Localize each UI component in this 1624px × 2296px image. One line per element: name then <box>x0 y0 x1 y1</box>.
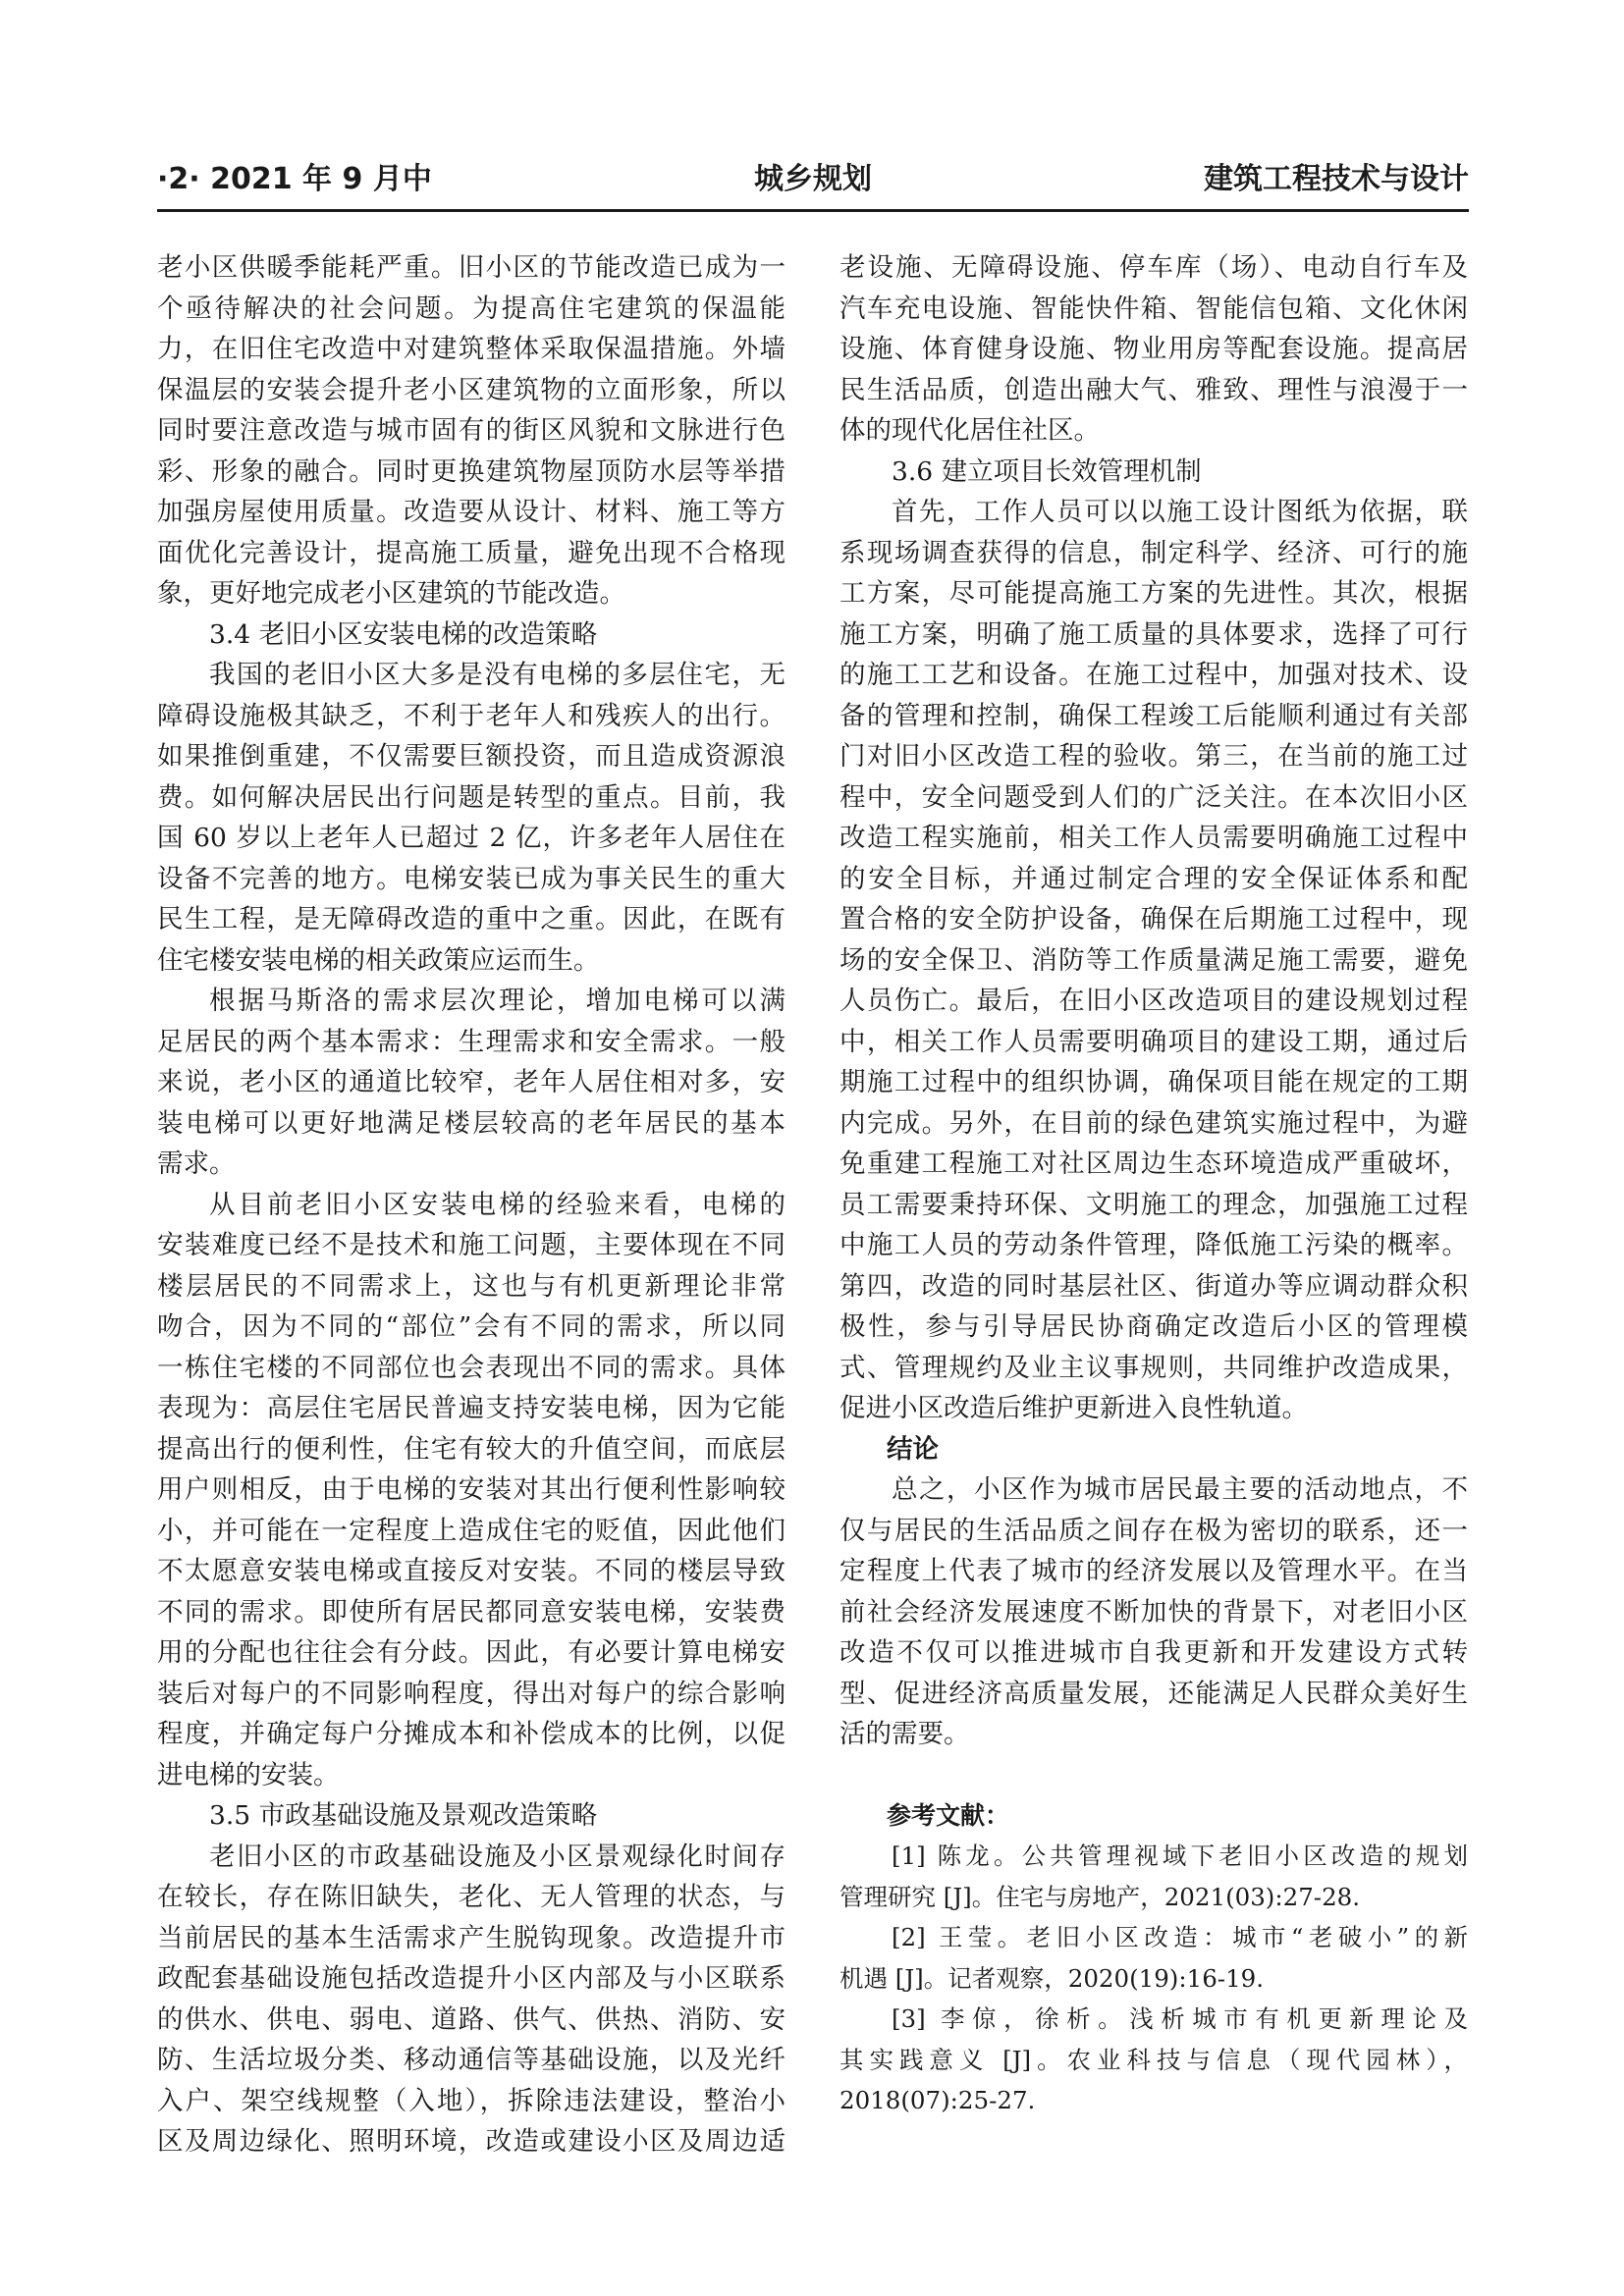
paragraph-line: 的施工工艺和设备。在施工过程中，加强对技术、设 <box>839 660 1468 690</box>
paragraph-line: 的安全目标，并通过制定合理的安全保证体系和配 <box>839 863 1468 894</box>
section-title: 城乡规划 <box>754 162 872 196</box>
paragraph-line: 前社会经济发展速度不断加快的背景下，对老旧小区 <box>839 1596 1468 1628</box>
section-heading: 3.5 市政基础设施及景观改造策略 <box>209 1800 598 1831</box>
reference-line: [1] 陈龙。公共管理视域下老旧小区改造的规划 <box>892 1842 1468 1870</box>
paragraph-line: 装电梯可以更好地满足楼层较高的老年居民的基本 <box>157 1107 785 1139</box>
page-number-date: ·2· 2021 年 9 月中 <box>157 162 432 196</box>
paragraph-line: 需求。 <box>157 1148 236 1179</box>
reference-line: [3] 李倞，徐析。浅析城市有机更新理论及 <box>892 2004 1468 2033</box>
paragraph-line: 防、生活垃圾分类、移动通信等基础设施，以及光纤 <box>157 2045 785 2075</box>
paragraph-line: 费。如何解决居民出行问题是转型的重点。目前，我 <box>157 781 785 813</box>
paragraph-line: 工方案，尽可能提高施工方案的先进性。其次，根据 <box>839 578 1468 609</box>
paragraph-line: 程中，安全问题受到人们的广泛关注。在本次旧小区 <box>839 781 1468 813</box>
paragraph-line: 保温层的安装会提升老小区建筑物的立面形象，所以 <box>157 374 785 405</box>
right-column <box>839 247 1468 2121</box>
paragraph-line: 设备不完善的地方。电梯安装已成为事关民生的重大 <box>157 863 785 894</box>
paragraph-line: 首先，工作人员可以以施工设计图纸为依据，联 <box>892 497 1468 527</box>
paragraph-line: 加强房屋使用质量。改造要从设计、材料、施工等方 <box>157 497 785 527</box>
paragraph-line: 第四，改造的同时基层社区、街道办等应调动群众积 <box>839 1270 1468 1302</box>
paragraph-line: 面优化完善设计，提高施工质量，避免出现不合格现 <box>157 537 785 568</box>
paragraph-line: 汽车充电设施、智能快件箱、智能信包箱、文化休闲 <box>839 293 1468 324</box>
paragraph-line: 不太愿意安装电梯或直接反对安装。不同的楼层导致 <box>157 1556 785 1586</box>
paragraph-line: 老设施、无障碍设施、停车库（场）、电动自行车及 <box>839 252 1468 283</box>
paragraph-line: 总之，小区作为城市居民最主要的活动地点，不 <box>892 1474 1468 1505</box>
paragraph-line: 场的安全保卫、消防等工作质量满足施工需要，避免 <box>839 944 1468 976</box>
paragraph-line: 促进小区改造后维护更新进入良性轨道。 <box>839 1393 1308 1423</box>
paragraph-line: 系现场调查获得的信息，制定科学、经济、可行的施 <box>839 537 1468 568</box>
paragraph-line: 置合格的安全防护设备，确保在后期施工过程中，现 <box>839 904 1468 934</box>
paragraph-line: 员工需要秉持环保、文明施工的理念，加强施工过程 <box>839 1189 1468 1220</box>
paragraph-line: 式、管理规约及业主议事规则，共同维护改造成果， <box>839 1352 1468 1383</box>
paragraph-line: 政配套基础设施包括改造提升小区内部及与小区联系 <box>157 1963 785 1994</box>
paragraph-line: 小，并可能在一定程度上造成住宅的贬值，因此他们 <box>157 1515 785 1546</box>
paragraph-line: 改造工程实施前，相关工作人员需要明确施工过程中 <box>839 823 1468 853</box>
paragraph-line: 吻合，因为不同的“部位”会有不同的需求，所以同 <box>157 1311 785 1342</box>
paragraph-line: 从目前老旧小区安装电梯的经验来看，电梯的 <box>209 1189 785 1220</box>
paragraph-line: 老小区供暖季能耗严重。旧小区的节能改造已成为一 <box>157 252 785 283</box>
paragraph-line: 门对旧小区改造工程的验收。第三，在当前的施工过 <box>839 741 1468 772</box>
spacer <box>839 1755 1468 1795</box>
reference-line: 管理研究 [J]。住宅与房地产，2021(03):27-28. <box>839 1882 1361 1911</box>
paragraph-line: 住宅楼安装电梯的相关政策应运而生。 <box>157 944 600 976</box>
paragraph-line: 在较长，存在陈旧缺失，老化、无人管理的状态，与 <box>157 1882 785 1912</box>
paragraph-line: 提高出行的便利性，住宅有较大的升值空间，而底层 <box>157 1433 785 1465</box>
paragraph-line: 根据马斯洛的需求层次理论，增加电梯可以满 <box>209 986 785 1016</box>
paragraph-line: 区及周边绿化、照明环境，改造或建设小区及周边适 <box>157 2126 785 2157</box>
paragraph-line: 中，相关工作人员需要明确项目的建设工期，通过后 <box>839 1026 1468 1057</box>
reference-line: 机遇 [J]。记者观察，2020(19):16-19. <box>839 1963 1265 1993</box>
page-header <box>157 155 1469 204</box>
paragraph-line: 极性，参与引导居民协商确定改造后小区的管理模 <box>839 1311 1468 1342</box>
paragraph-line: 象，更好地完成老小区建筑的节能改造。 <box>157 578 625 609</box>
paragraph-line: 体的现代化居住社区。 <box>839 415 1100 446</box>
paragraph-line: 障碍设施极其缺乏，不利于老年人和残疾人的出行。 <box>157 700 785 731</box>
paragraph-line: 入户、架空线规整（入地），拆除违法建设，整治小 <box>157 2085 785 2116</box>
paragraph-line: 当前居民的基本生活需求产生脱钩现象。改造提升市 <box>157 1922 785 1953</box>
paragraph-line: 如果推倒重建，不仅需要巨额投资，而且造成资源浪 <box>157 741 785 772</box>
paragraph-line: 足居民的两个基本需求：生理需求和安全需求。一般 <box>157 1026 785 1057</box>
paragraph-line: 人员伤亡。最后，在旧小区改造项目的建设规划过程 <box>839 986 1468 1016</box>
paragraph-line: 仅与居民的生活品质之间存在极为密切的联系，还一 <box>839 1515 1468 1546</box>
paragraph-line: 进电梯的安装。 <box>157 1759 340 1790</box>
paragraph-line: 活的需要。 <box>839 1719 970 1749</box>
section-heading: 3.6 建立项目长效管理机制 <box>892 455 1202 487</box>
paragraph-line: 民生活品质，创造出融大气、雅致、理性与浪漫于一 <box>839 374 1468 405</box>
reference-line: [2] 王莹。老旧小区改造：城市“老破小”的新 <box>892 1923 1468 1951</box>
paragraph-line: 老旧小区的市政基础设施及小区景观绿化时间存 <box>209 1841 785 1872</box>
conclusion-heading: 结论 <box>887 1433 939 1465</box>
paragraph-line: 内完成。另外，在目前的绿色建筑实施过程中，为避 <box>839 1107 1468 1139</box>
paragraph-line: 力，在旧住宅改造中对建筑整体采取保温措施。外墙 <box>157 334 785 364</box>
paragraph-line: 设施、体育健身设施、物业用房等配套设施。提高居 <box>839 334 1468 364</box>
references-title: 参考文献： <box>887 1800 1010 1830</box>
paragraph-line: 民生工程，是无障碍改造的重中之重。因此，在既有 <box>157 904 785 934</box>
paragraph-line: 个亟待解决的社会问题。为提高住宅建筑的保温能 <box>157 293 785 324</box>
paragraph-line: 来说，老小区的通道比较窄，老年人居住相对多，安 <box>157 1067 785 1097</box>
paragraph-line: 装后对每户的不同影响程度，得出对每户的综合影响 <box>157 1678 785 1709</box>
journal-title: 建筑工程技术与设计 <box>1204 162 1469 196</box>
left-column <box>157 247 785 2163</box>
paragraph-line: 免重建工程施工对社区周边生态环境造成严重破坏， <box>839 1148 1468 1179</box>
reference-line: 其实践意义 [J]。农业科技与信息（现代园林）， <box>839 2045 1468 2074</box>
paragraph-line: 彩、形象的融合。同时更换建筑物屋顶防水层等举措 <box>157 455 785 487</box>
paragraph-line: 安装难度已经不是技术和施工问题，主要体现在不同 <box>157 1230 785 1260</box>
paragraph-line: 不同的需求。即使所有居民都同意安装电梯，安装费 <box>157 1596 785 1628</box>
section-heading: 3.4 老旧小区安装电梯的改造策略 <box>209 618 598 650</box>
paragraph-line: 备的管理和控制，确保工程竣工后能顺利通过有关部 <box>839 700 1468 731</box>
header-rule <box>157 209 1469 212</box>
paragraph-line: 型、促进经济高质量发展，还能满足人民群众美好生 <box>839 1678 1468 1709</box>
paragraph-line: 程度，并确定每户分摊成本和补偿成本的比例，以促 <box>157 1719 785 1749</box>
paragraph-line: 期施工过程中的组织协调，确保项目能在规定的工期 <box>839 1067 1468 1097</box>
paragraph-line: 定程度上代表了城市的经济发展以及管理水平。在当 <box>839 1556 1468 1586</box>
paragraph-line: 的供水、供电、弱电、道路、供气、供热、消防、安 <box>157 2003 785 2035</box>
paragraph-line: 楼层居民的不同需求上，这也与有机更新理论非常 <box>157 1270 785 1302</box>
paragraph-line: 用的分配也往往会有分歧。因此，有必要计算电梯安 <box>157 1637 785 1668</box>
paragraph-line: 一栋住宅楼的不同部位也会表现出不同的需求。具体 <box>157 1352 785 1383</box>
paragraph-line: 施工方案，明确了施工质量的具体要求，选择了可行 <box>839 618 1468 650</box>
reference-line: 2018(07):25-27. <box>839 2086 1036 2114</box>
paragraph-line: 国 60 岁以上老年人已超过 2 亿，许多老年人居住在 <box>157 823 785 853</box>
paragraph-line: 我国的老旧小区大多是没有电梯的多层住宅，无 <box>209 660 785 690</box>
paragraph-line: 改造不仅可以推进城市自我更新和开发建设方式转 <box>839 1637 1468 1668</box>
paragraph-line: 中施工人员的劳动条件管理，降低施工污染的概率。 <box>839 1230 1468 1260</box>
paragraph-line: 同时要注意改造与城市固有的街区风貌和文脉进行色 <box>157 415 785 446</box>
paragraph-line: 用户则相反，由于电梯的安装对其出行便利性影响较 <box>157 1474 785 1505</box>
paragraph-line: 表现为：高层住宅居民普遍支持安装电梯，因为它能 <box>157 1393 785 1423</box>
